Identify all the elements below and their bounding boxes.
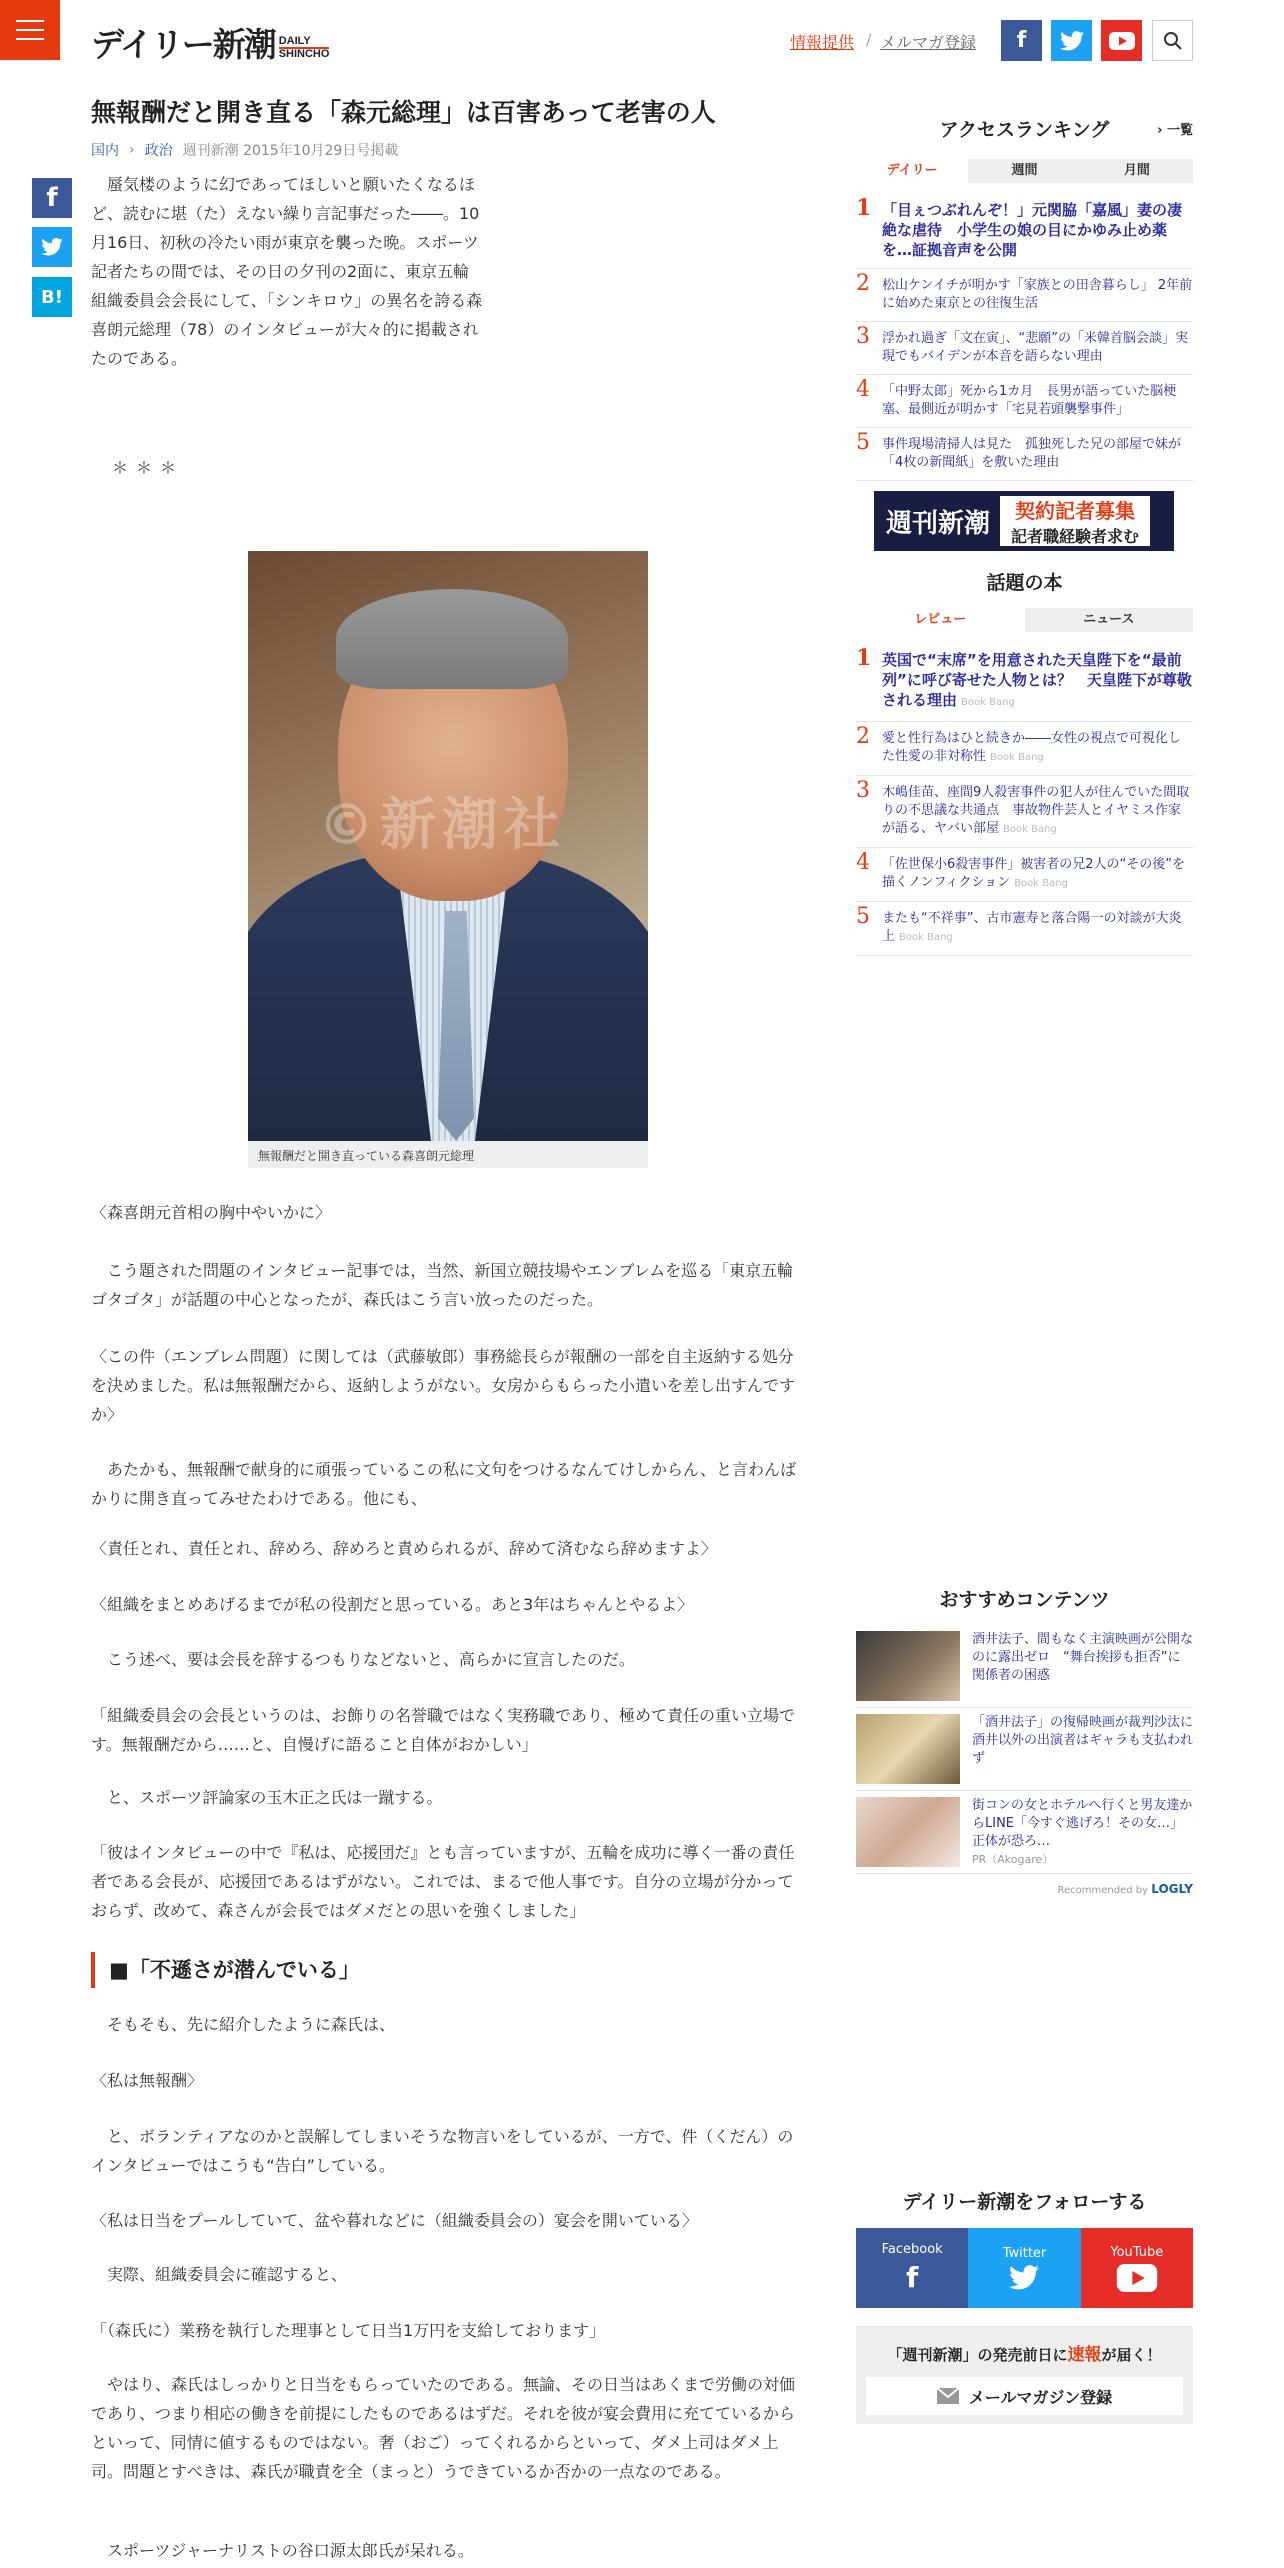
youtube-icon[interactable] — [1101, 20, 1142, 61]
follow-facebook-button[interactable]: Facebook f — [856, 2228, 968, 2308]
article-paragraph: 〈私は日当をプールしていて、盆や暮れなどに（組織委員会の）宴会を開いている〉 — [91, 2211, 698, 2230]
recommended-title: おすすめコンテンツ — [939, 1589, 1110, 1611]
header-separator: / — [866, 30, 872, 49]
ranking-title: アクセスランキング — [939, 119, 1110, 141]
logo-en: DAILY SHINCHO — [278, 35, 330, 60]
tab-daily[interactable]: デイリー — [856, 159, 968, 183]
tab-monthly[interactable]: 月間 — [1081, 159, 1193, 183]
share-facebook-icon[interactable]: f — [32, 178, 72, 218]
article-paragraph: こう述べ、要は会長を辞するつもりなどないと、高らかに宣言したのだ。 — [91, 1650, 635, 1669]
article-meta — [91, 140, 398, 160]
twitter-icon — [1009, 2265, 1039, 2290]
article-paragraph: 〈森喜朗元首相の胸中やいかに〉 — [91, 1203, 332, 1222]
hamburger-icon — [16, 20, 44, 22]
sponsored-label: PR（Akogare） — [972, 1853, 1054, 1866]
article-paragraph: こう題された問題のインタビュー記事では，当然、新国立競技場やエンブレムを巡る「東京五輪ゴタゴタ」が話題の中心となったが、森氏はこう言い放ったのだった。 — [91, 1261, 794, 1309]
site-logo[interactable] — [91, 23, 329, 63]
section-divider: ＊＊＊ — [112, 458, 185, 477]
follow-twitter-button[interactable]: Twitter — [968, 2228, 1080, 2308]
facebook-icon: f — [906, 2261, 919, 2294]
article-paragraph: 「彼はインタビューの中で『私は、応援団だ』とも言っていますが、五輪を成功に導く一番の責任者である会長が、応援団であるはずがない。これでは、まるで他人事です。自分の立場が分かっておらず、改めて、森さんが会長ではダメだとの思いを強くしました」 — [91, 1843, 795, 1920]
tab-weekly[interactable]: 週間 — [968, 159, 1080, 183]
photo-watermark: ©新潮社 — [318, 793, 566, 858]
recommended-item[interactable]: 街コンの女とホテルへ行くと男友達からLINE「今すぐ逃げろ！その女…」正体が恐ろ… PR（Akogare） — [856, 1791, 1193, 1874]
article-paragraph: やはり、森氏はしっかりと日当をもらっていたのである。無論、その日当はあくまで労働の対価であり、つまり相応の働きを前提にしたものであるはずだ。それを彼が宴会費用に充てているからといって、同情に値するものではない。奢（おご）ってくれるからといって、ダメ上司はダメ上司。問題とすべきは、森氏が職責を全（まっと）うできているか否かの一点なのである。 — [91, 2375, 796, 2481]
share-twitter-icon[interactable] — [32, 227, 72, 267]
tab-review[interactable]: レビュー — [856, 608, 1025, 632]
logly-credit[interactable]: Recommended by LOGLY — [1057, 1882, 1193, 1896]
tab-news[interactable]: ニュース — [1025, 608, 1194, 632]
book-item[interactable]: 4 「佐世保小6殺害事件」被害者の兄2人の“その後”を描くノンフィクション Book Bang — [856, 848, 1193, 902]
info-link[interactable]: 情報提供 — [790, 33, 855, 52]
recommended-item[interactable]: 酒井法子、間もなく主演映画が公開なのに露出ゼロ “舞台挨拶も拒否”に関係者の困惑 — [856, 1625, 1193, 1708]
books-title: 話題の本 — [986, 572, 1063, 594]
banner-right: 契約記者募集 記者職経験者求む — [1000, 496, 1150, 546]
article-paragraph: スポーツジャーナリストの谷口源太郎氏が呆れる。 — [91, 2541, 474, 2560]
book-item[interactable]: 5 またも“不祥事”、古市憲寿と落合陽一の対談が大炎上 Book Bang — [856, 902, 1193, 956]
ranking-item[interactable]: 5 事件現場清掃人は見た 孤独死した兄の部屋で妹が「4枚の新聞紙」を敷いた理由 — [856, 428, 1193, 481]
breadcrumb-category-1[interactable]: 国内 — [91, 143, 119, 159]
article-title: 無報酬だと開き直る「森元総理」は百害あって老害の人 — [91, 98, 716, 127]
banner-left-text: 週刊新潮 — [886, 508, 991, 539]
ranking-item[interactable]: 3 浮かれ過ぎ「文在寅」、“悲願”の「米韓首脳会談」実現でもバイデンが本音を語らない理由 — [856, 322, 1193, 375]
books-list — [856, 642, 1193, 956]
book-item[interactable]: 2 愛と性行為はひと続きか――女性の視点で可視化した性愛の非対称性 Book Bang — [856, 722, 1193, 776]
article-paragraph: そもそも、先に紹介したように森氏は、 — [91, 2015, 396, 2034]
recommended-list — [856, 1625, 1207, 1896]
ranking-header — [856, 115, 1193, 141]
recommended-thumbnail — [856, 1797, 960, 1867]
follow-buttons — [856, 2228, 1193, 2308]
recommended-thumbnail — [856, 1714, 960, 1784]
article-paragraph: と、ボランティアなのかと誤解してしまいそうな物言いをしているが、一方で、件（くだん）のインタビューではこうも“告白”している。 — [91, 2127, 794, 2175]
menu-button[interactable] — [0, 0, 60, 60]
logo-jp: デイリー新潮 — [91, 25, 275, 64]
chevron-right-icon: › — [129, 142, 135, 158]
article-intro: 蜃気楼のように幻であってほしいと願いたくなるほど、読むに堪（た）えない繰り言記事だった――。10月16日、初秋の冷たい雨が東京を襲った晩。スポーツ記者たちの間では、その日の夕刊の2面に、東京五輪組織委員会会長にして、「シンキロウ」の異名を誇る森喜朗元総理（78）のインタビューが大々的に掲載されたのである。 — [91, 175, 483, 368]
ranking-item[interactable]: 4 「中野太郎」死から1カ月 長男が語っていた脳梗塞、最側近が明かす「宅見若頭襲撃事件」 — [856, 375, 1193, 428]
article-paragraph: 実際、組織委員会に確認すると、 — [91, 2265, 348, 2284]
article-paragraph: 「（森氏に）業務を執行した理事として日当1万円を支給しております」 — [91, 2321, 606, 2340]
newsletter-text: 「週刊新潮」の発売前日に速報が届く！ — [887, 2345, 1162, 2365]
recruit-banner[interactable] — [874, 491, 1174, 551]
follow-title: デイリー新潮をフォローする — [902, 2191, 1147, 2213]
book-item[interactable]: 1 英国で“末席”を用意された天皇陛下を“最前列”に呼び寄せた人物とは？ 天皇陛下が尊敬される理由 Book Bang — [856, 642, 1193, 722]
book-item[interactable]: 3 木嶋佳苗、座間9人殺害事件の犯人が住んでいた間取りの不思議な共通点 事故物件芸人とイヤミス作家が語る、ヤバい部屋 Book Bang — [856, 776, 1193, 848]
newsletter-link[interactable]: メルマガ登録 — [880, 33, 977, 52]
recommended-thumbnail — [856, 1631, 960, 1701]
article-paragraph: 〈組織をまとめあげるまでが私の役割だと思っている。あと3年はちゃんとやるよ〉 — [91, 1595, 694, 1614]
ranking-item[interactable]: 1 「目ぇつぶれんぞ！」元関脇「嘉風」妻の凄絶な虐待 小学生の娘の目にかゆみ止め薬を…証拠音声を公開 — [856, 192, 1193, 269]
article-subheading: ■「不遜さが潜んでいる」 — [91, 1952, 803, 1988]
article-paragraph: あたかも、無報酬で献身的に頑張っているこの私に文句をつけるなんてけしからん、と言わんばかりに開き直ってみせたわけである。他にも、 — [91, 1460, 796, 1508]
article-source: 週刊新潮 2015年10月29日号掲載 — [182, 143, 399, 159]
follow-youtube-button[interactable]: YouTube — [1081, 2228, 1193, 2308]
mail-icon — [937, 2388, 959, 2404]
article-paragraph: 「組織委員会の会長というのは、お飾りの名誉職ではなく実務職であり、極めて責任の重い立場です。無報酬だから……と、自慢げに語ること自体がおかしい」 — [91, 1706, 796, 1754]
facebook-icon[interactable]: f — [1001, 20, 1042, 61]
article-photo — [248, 551, 648, 1141]
youtube-icon — [1116, 2264, 1158, 2292]
newsletter-signup-button[interactable]: メールマガジン登録 — [866, 2377, 1183, 2415]
share-hatena-icon[interactable]: B! — [32, 277, 72, 317]
ranking-all-link[interactable]: › 一覧 — [1157, 123, 1193, 138]
article-paragraph: と、スポーツ評論家の玉木正之氏は一蹴する。 — [91, 1788, 443, 1807]
photo-caption: 無報酬だと開き直っている森喜朗元総理 — [248, 1141, 648, 1168]
search-icon[interactable] — [1152, 20, 1193, 61]
article-paragraph: 〈私は無報酬〉 — [91, 2071, 204, 2090]
breadcrumb-category-2[interactable]: 政治 — [144, 143, 173, 159]
newsletter-box — [856, 2326, 1193, 2424]
article-paragraph: 〈責任とれ、責任とれ、辞めろ、辞めろと責められるが、辞めて済むなら辞めますよ〉 — [91, 1539, 717, 1558]
books-tabs — [856, 608, 1193, 632]
ranking-tabs — [856, 159, 1193, 183]
ranking-list — [856, 192, 1193, 481]
twitter-icon[interactable] — [1051, 20, 1092, 61]
ranking-item[interactable]: 2 松山ケンイチが明かす「家族との田舎暮らし」 2年前に始めた東京との往復生活 — [856, 269, 1193, 322]
article-paragraph: 〈この件（エンブレム問題）に関しては（武藤敏郎）事務総長らが報酬の一部を自主返納する処分を決めました。私は無報酬だから、返納しようがない。女房からもらった小遣いを差し出すんですか〉 — [91, 1347, 796, 1424]
recommended-item[interactable]: 「酒井法子」の復帰映画が裁判沙汰に 酒井以外の出演者はギャラも支払われず — [856, 1708, 1193, 1791]
